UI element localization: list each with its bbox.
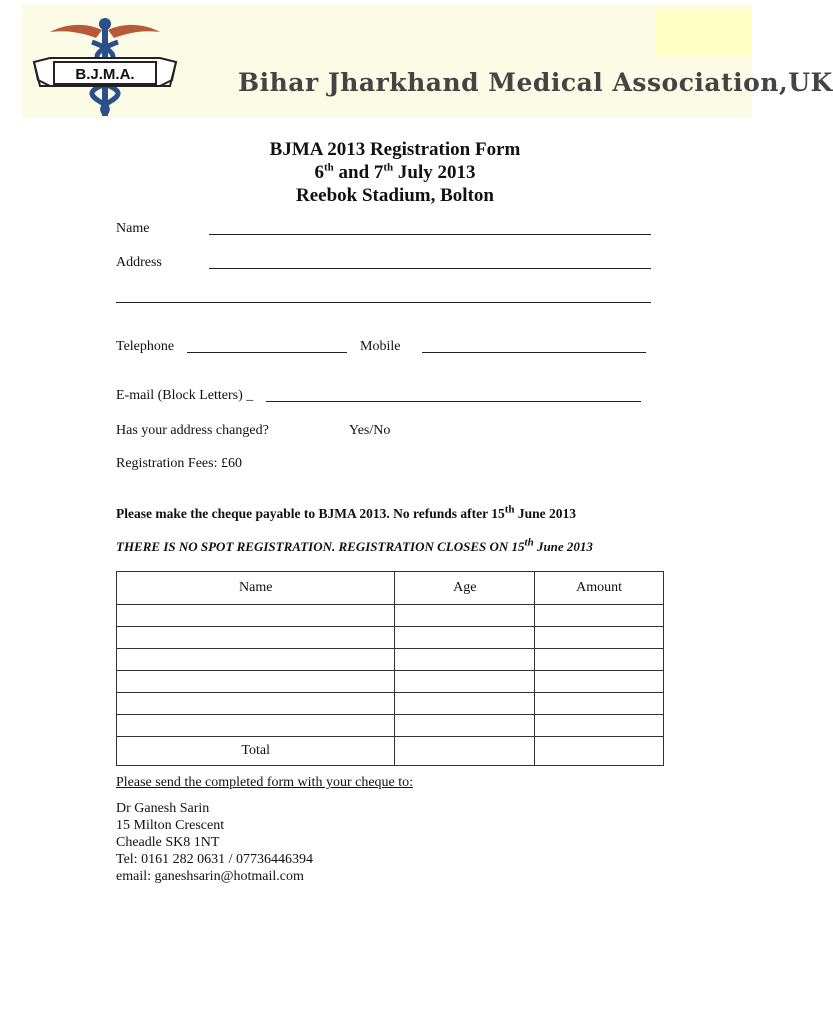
spot-notice-suffix: th <box>524 536 534 549</box>
table-cell[interactable] <box>117 649 395 671</box>
registration-table <box>116 571 664 766</box>
address-field-line-2[interactable] <box>116 302 651 303</box>
name-field-line[interactable] <box>209 234 651 235</box>
contact-name: Dr Ganesh Sarin <box>116 801 210 816</box>
registration-fees: Registration Fees: £60 <box>116 456 242 471</box>
send-instructions: Please send the completed form with your cheque to: <box>116 775 414 790</box>
contact-street: 15 Milton Crescent <box>116 818 225 833</box>
mailing-address <box>116 800 313 885</box>
email-label: E-mail (Block Letters) _ <box>116 388 254 403</box>
caduceus-logo-icon <box>30 12 180 118</box>
total-label: Total <box>117 737 395 766</box>
table-cell[interactable] <box>395 649 535 671</box>
cheque-notice <box>116 503 577 522</box>
table-row <box>117 715 664 737</box>
contact-email: email: ganeshsarin@hotmail.com <box>116 869 304 884</box>
table-row <box>117 693 664 715</box>
telephone-label: Telephone <box>116 339 175 354</box>
table-row <box>117 671 664 693</box>
date-month: July 2013 <box>393 162 476 183</box>
contact-city: Cheadle SK8 1NT <box>116 835 220 850</box>
column-header-age: Age <box>395 572 535 605</box>
spot-registration-notice <box>116 536 593 555</box>
form-title: BJMA 2013 Registration Form <box>269 139 521 160</box>
table-cell[interactable] <box>395 671 535 693</box>
table-cell[interactable] <box>395 715 535 737</box>
form-title-block <box>0 138 790 207</box>
table-cell[interactable] <box>535 671 664 693</box>
spot-notice-end: June 2013 <box>533 539 593 554</box>
table-cell[interactable] <box>395 605 535 627</box>
table-total-row <box>117 737 664 766</box>
spot-notice-text: THERE IS NO SPOT REGISTRATION. REGISTRATION CLOSES ON 15 <box>116 539 525 554</box>
date-day1: 6 <box>314 162 324 183</box>
logo-text: B.J.M.A. <box>75 66 135 83</box>
address-changed-label: Has your address changed? <box>116 423 269 438</box>
table-row <box>117 649 664 671</box>
table-cell[interactable] <box>117 627 395 649</box>
total-age-cell[interactable] <box>395 737 535 766</box>
cheque-notice-suffix: th <box>504 503 515 516</box>
column-header-name: Name <box>117 572 395 605</box>
date-suffix1: th <box>323 161 334 174</box>
mobile-label: Mobile <box>360 339 401 354</box>
table-cell[interactable] <box>535 605 664 627</box>
table-cell[interactable] <box>117 671 395 693</box>
table-cell[interactable] <box>117 605 395 627</box>
table-cell[interactable] <box>535 693 664 715</box>
yes-no-option[interactable]: Yes/No <box>349 423 391 438</box>
organization-name: Bihar Jharkhand Medical Association,UK <box>238 68 833 97</box>
email-field-line[interactable] <box>266 401 641 402</box>
telephone-field-line[interactable] <box>187 352 347 353</box>
table-header-row <box>117 572 664 605</box>
table-cell[interactable] <box>117 693 395 715</box>
event-venue: Reebok Stadium, Bolton <box>296 185 494 206</box>
address-field-line[interactable] <box>209 268 651 269</box>
date-suffix2: th <box>383 161 394 174</box>
table-row <box>117 627 664 649</box>
date-day2: and 7 <box>333 162 384 183</box>
table-cell[interactable] <box>535 649 664 671</box>
contact-telephone: Tel: 0161 282 0631 / 07736446394 <box>116 852 313 867</box>
table-cell[interactable] <box>535 627 664 649</box>
cheque-notice-text: Please make the cheque payable to BJMA 2013. No refunds after 15 <box>116 506 505 521</box>
column-header-amount: Amount <box>535 572 664 605</box>
table-row <box>117 605 664 627</box>
cheque-notice-end: June 2013 <box>514 506 577 521</box>
total-amount-cell[interactable] <box>535 737 664 766</box>
table-cell[interactable] <box>395 627 535 649</box>
address-label: Address <box>116 255 162 270</box>
mobile-field-line[interactable] <box>422 352 646 353</box>
table-cell[interactable] <box>117 715 395 737</box>
event-dates <box>0 161 790 184</box>
table-cell[interactable] <box>395 693 535 715</box>
table-cell[interactable] <box>535 715 664 737</box>
name-label: Name <box>116 221 150 236</box>
header-highlight-box <box>655 9 751 55</box>
